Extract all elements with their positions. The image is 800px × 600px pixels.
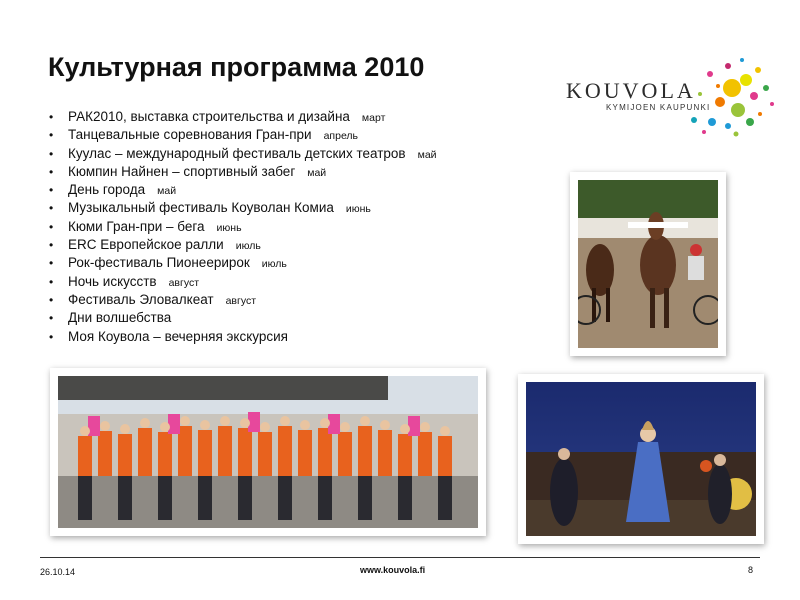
event-month: август (168, 276, 200, 289)
kouvola-logo (560, 30, 780, 150)
list-item (48, 145, 437, 163)
list-item (48, 199, 437, 217)
event-month: июнь (345, 203, 371, 216)
group-photo (50, 368, 486, 536)
night-performance-photo (518, 374, 764, 544)
footer-divider (40, 557, 760, 558)
event-month: август (225, 294, 257, 307)
event-name: Кюмпин Найнен – спортивный забег (68, 163, 296, 179)
list-item (48, 163, 437, 181)
logo-subtitle: KYMIJOEN KAUPUNKI (606, 103, 711, 112)
photo-image (578, 180, 718, 348)
event-name: Фестиваль Эловалкеат (68, 291, 214, 307)
event-month: март (361, 112, 386, 124)
footer-date: 26.10.14 (40, 567, 76, 577)
list-item (48, 328, 437, 346)
event-name: Моя Коувола – вечерняя экскурсия (68, 328, 288, 344)
event-month: июнь (216, 221, 242, 234)
event-name: Музыкальный фестиваль Коуволан Комиа (68, 200, 334, 216)
event-month: май (417, 148, 437, 161)
footer-url: www.kouvola.fi (360, 565, 426, 575)
list-item (48, 236, 437, 254)
photo-image (58, 376, 478, 528)
event-month: май (157, 185, 177, 198)
event-name: Кюми Гран-при – бега (68, 218, 205, 234)
list-item (48, 126, 437, 144)
events-list (48, 108, 437, 346)
event-name: Дни волшебства (68, 310, 172, 326)
event-name: Рок-фестиваль Пионеерирок (68, 255, 250, 271)
event-name: ERC Европейское ралли (68, 237, 224, 253)
event-name: РАК2010, выставка строительства и дизайна (68, 109, 350, 124)
event-name: День города (68, 182, 146, 198)
list-item (48, 309, 437, 327)
event-month: июль (235, 240, 261, 253)
event-month: май (307, 166, 327, 179)
logo-wordmark: KOUVOLA (566, 78, 696, 103)
list-item (48, 254, 437, 272)
photo-image (526, 382, 756, 536)
event-month: июль (261, 258, 287, 271)
list-item (48, 273, 437, 291)
list-item (48, 218, 437, 236)
list-item (48, 181, 437, 199)
list-item (48, 291, 437, 309)
event-name: Ночь искусств (68, 273, 157, 289)
event-name: Куулас – международный фестиваль детских театров (68, 145, 406, 161)
event-month: апрель (323, 130, 359, 143)
harness-racing-photo (570, 172, 726, 356)
list-item (48, 108, 437, 126)
event-name: Танцевальные соревнования Гран-при (68, 127, 312, 143)
page-number: 8 (748, 565, 754, 575)
slide-title: Культурная программа 2010 (48, 52, 425, 82)
